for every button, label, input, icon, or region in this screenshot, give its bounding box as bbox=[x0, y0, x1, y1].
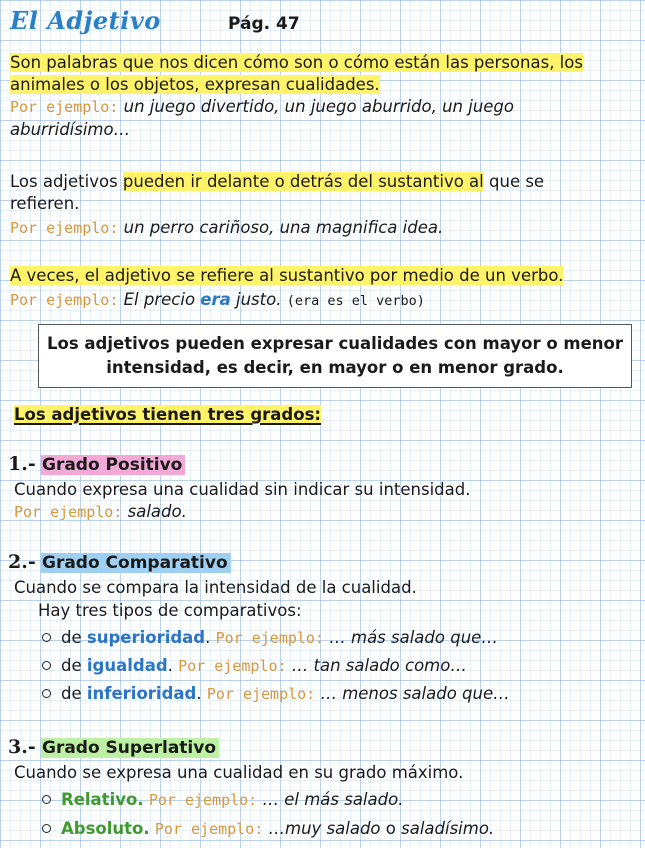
definition-example: Por ejemplo: un juego divertido, un juego aburrido, un juego bbox=[10, 97, 515, 116]
circle-bullet-icon bbox=[42, 795, 51, 804]
page-number: Pág. 47 bbox=[228, 14, 300, 34]
circle-bullet-icon bbox=[42, 824, 51, 833]
superlativo-absoluto: Absoluto. Por ejemplo: …muy salado o saladísimo. bbox=[42, 818, 494, 840]
grado-positivo-heading: 1.- Grado Positivo bbox=[8, 453, 185, 476]
positivo-example: Por ejemplo: salado. bbox=[14, 502, 187, 521]
example-label: Por ejemplo: bbox=[10, 98, 119, 116]
grado-superlativo-heading: 3.- Grado Superlativo bbox=[8, 736, 219, 759]
comparativo-item-inferioridad: de inferioridad. Por ejemplo: … menos salado que… bbox=[42, 683, 510, 705]
position-line-1: Los adjetivos pueden ir delante o detrás del sustantivo al que se bbox=[10, 172, 545, 191]
position-example: Por ejemplo: un perro cariñoso, una magnifica idea. bbox=[10, 218, 444, 237]
verb-highlight: era bbox=[200, 290, 231, 309]
verb-note: (era es el verbo) bbox=[286, 293, 425, 309]
comparativo-types-intro: Hay tres tipos de comparativos: bbox=[38, 601, 302, 620]
positivo-description: Cuando expresa una cualidad sin indicar su intensidad. bbox=[14, 480, 471, 499]
circle-bullet-icon bbox=[42, 633, 51, 642]
grado-comparativo-heading: 2.- Grado Comparativo bbox=[8, 551, 231, 574]
verb-example: Por ejemplo: El precio era justo. (era es el verbo) bbox=[10, 290, 425, 309]
comparativo-description: Cuando se compara la intensidad de la cualidad. bbox=[14, 578, 417, 597]
example-label: Por ejemplo: bbox=[10, 219, 119, 237]
definition-example-cont: aburridísimo… bbox=[10, 120, 131, 139]
example-label: Por ejemplo: bbox=[14, 503, 123, 521]
grades-heading: Los adjetivos tienen tres grados: bbox=[14, 405, 321, 424]
position-line-2: refieren. bbox=[10, 194, 80, 213]
comparativo-item-superioridad: de superioridad. Por ejemplo: … más salado que… bbox=[42, 627, 498, 649]
superlativo-relativo: Relativo. Por ejemplo: … el más salado. bbox=[42, 789, 403, 811]
superlativo-description: Cuando se expresa una cualidad en su grado máximo. bbox=[14, 763, 464, 782]
example-label: Por ejemplo: bbox=[10, 291, 119, 309]
definition-line-1: Son palabras que nos dicen cómo son o cómo están las personas, los bbox=[10, 53, 583, 72]
comparativo-item-igualdad: de igualdad. Por ejemplo: … tan salado como… bbox=[42, 655, 467, 677]
circle-bullet-icon bbox=[42, 661, 51, 670]
intensity-note-box: Los adjetivos pueden expresar cualidades con mayor o menor intensidad, es decir, en mayor o en menor grado. bbox=[38, 324, 632, 388]
verb-line: A veces, el adjetivo se refiere al sustantivo por medio de un verbo. bbox=[10, 266, 564, 285]
circle-bullet-icon bbox=[42, 689, 51, 698]
definition-line-2: animales o los objetos, expresan cualidades. bbox=[10, 75, 380, 94]
page-title: El Adjetivo bbox=[10, 6, 161, 35]
